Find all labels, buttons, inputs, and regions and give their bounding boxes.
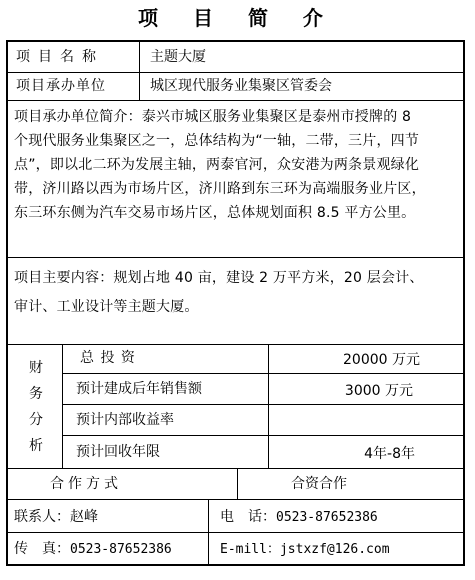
fax-label: 传 真： bbox=[14, 541, 70, 557]
intro-paragraph bbox=[14, 105, 464, 225]
row-divider bbox=[62, 373, 463, 374]
contact-phone bbox=[220, 507, 378, 528]
cooperation-label: 合作方式 bbox=[50, 476, 122, 492]
finance-row-label: 预计建成后年销售额 bbox=[76, 381, 202, 397]
intro-line: 点”，即以北二环为发展主轴，两泰官河，众安港为两条景观绿化 bbox=[14, 157, 420, 173]
row-divider bbox=[8, 72, 463, 73]
contact-fax bbox=[14, 539, 172, 560]
finance-row-value: 20000 万元 bbox=[343, 352, 420, 368]
phone-value: 0523-87652386 bbox=[276, 510, 378, 525]
undertaker-value: 城区现代服务业集聚区管委会 bbox=[150, 78, 332, 94]
finance-row-value: 4年-8年 bbox=[364, 446, 415, 462]
finance-label: 财 务 分 析 bbox=[29, 360, 43, 454]
column-divider bbox=[208, 499, 209, 564]
contact-person-label: 联系人： bbox=[14, 509, 70, 525]
row-divider bbox=[8, 100, 463, 101]
intro-line: 个现代服务业集聚区之一，总体结构为“一轴，二带，三片，四节 bbox=[14, 133, 420, 149]
row-divider bbox=[62, 435, 463, 436]
row-divider bbox=[8, 499, 463, 500]
column-divider bbox=[139, 42, 140, 100]
row-divider bbox=[8, 468, 463, 469]
column-divider bbox=[237, 468, 238, 499]
page-title: 项 目 简 介 bbox=[138, 6, 337, 30]
intro-line: 带，济川路以西为市场片区，济川路到东三环为高端服务业片区， bbox=[14, 181, 426, 197]
project-table bbox=[6, 40, 465, 566]
undertaker-label: 项目承办单位 bbox=[16, 78, 106, 94]
row-divider bbox=[8, 257, 463, 258]
fax-value: 0523-87652386 bbox=[70, 542, 172, 557]
intro-line: 项目承办单位简介：泰兴市城区服务业集聚区是泰州市授牌的 8 bbox=[14, 109, 412, 125]
finance-row-label: 预计回收年限 bbox=[76, 444, 160, 460]
contact-email bbox=[220, 539, 390, 560]
project-name-value: 主题大厦 bbox=[150, 49, 206, 65]
contact-person-value: 赵峰 bbox=[70, 509, 98, 525]
finance-row-label: 预计内部收益率 bbox=[76, 412, 174, 428]
column-divider bbox=[268, 344, 269, 468]
content-line: 项目主要内容：规划占地 40 亩，建设 2 万平方米，20 层会计、 bbox=[14, 270, 424, 286]
content-paragraph bbox=[14, 264, 464, 322]
email-value[interactable]: jstxzf@126.com bbox=[279, 542, 390, 557]
phone-label: 电 话： bbox=[220, 509, 276, 525]
finance-row-value: 3000 万元 bbox=[344, 383, 413, 399]
intro-line: 东三环东侧为汽车交易市场片区，总体规划面积 8.5 平方公里。 bbox=[14, 205, 416, 221]
row-divider bbox=[8, 344, 463, 345]
content-line: 审计、工业设计等主题大厦。 bbox=[14, 299, 199, 315]
finance-row-label: 总 投 资 bbox=[80, 350, 136, 366]
column-divider bbox=[62, 344, 63, 468]
contact-person bbox=[14, 507, 98, 527]
cooperation-value: 合资合作 bbox=[291, 476, 347, 492]
project-name-label: 项目名称 bbox=[16, 49, 104, 65]
row-divider bbox=[8, 532, 463, 533]
row-divider bbox=[62, 404, 463, 405]
email-label: E-mill： bbox=[220, 542, 280, 557]
